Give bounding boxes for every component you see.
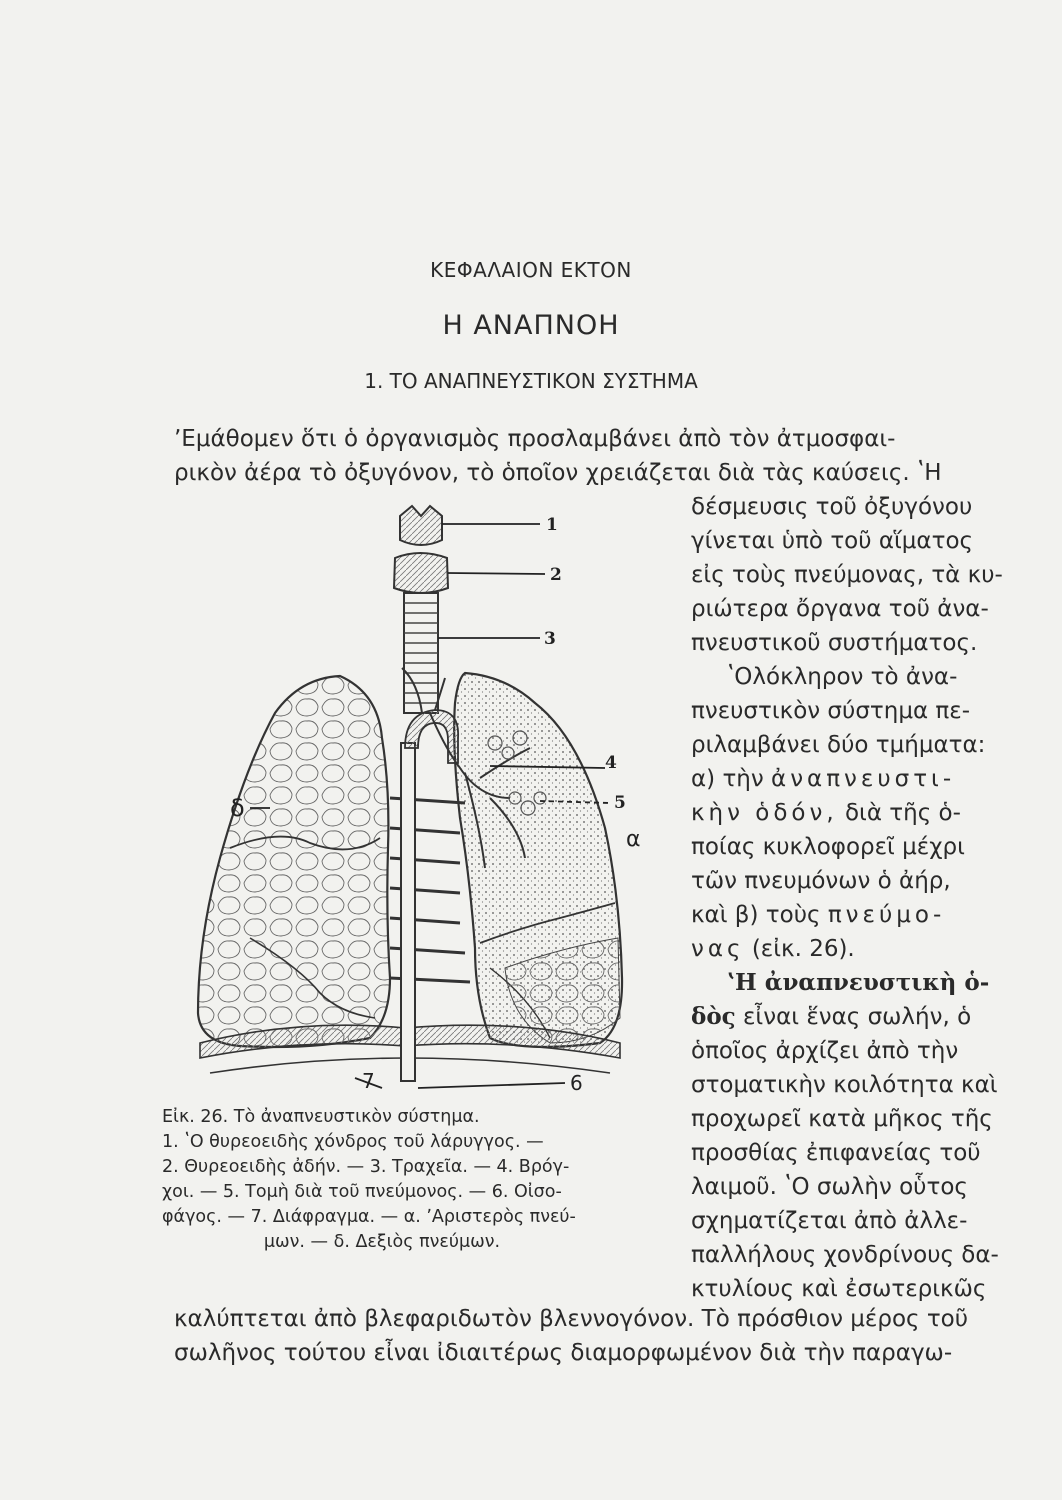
caption-line: χοι. — 5. Τομὴ διὰ τοῦ πνεύμονος. — 6. Οἰσο- xyxy=(162,1182,562,1202)
caption-line: Εἰκ. 26. Τὸ ἀναπνευστικὸν σύστημα. xyxy=(162,1107,480,1127)
bottom-paragraph xyxy=(174,1302,1004,1370)
text-fragment: εἶναι ἕνας σωλήν, ὁ xyxy=(743,1004,972,1030)
right-column-text xyxy=(691,490,1004,1306)
label-7: 7 xyxy=(362,1069,375,1093)
text-line: σχηματίζεται ἀπὸ ἀλλε- xyxy=(691,1208,968,1234)
label-5: 5 xyxy=(614,793,626,813)
text-line: γίνεται ὑπὸ τοῦ αἵματος xyxy=(691,528,974,554)
thyroid-gland-shape xyxy=(394,553,448,593)
label-delta: δ xyxy=(230,794,245,822)
text-line: σωλῆνος τούτου εἶναι ἰδιαιτέρως διαμορφωμένον διὰ τὴν παραγω- xyxy=(174,1340,953,1366)
label-4: 4 xyxy=(605,753,617,773)
text-line: κτυλίους καὶ ἐσωτερικῶς xyxy=(691,1276,987,1302)
spaced-term: πνεύμο- xyxy=(827,902,946,928)
label-6: 6 xyxy=(570,1071,583,1095)
label-alpha: α xyxy=(626,827,641,852)
text-line: καλύπτεται ἀπὸ βλεφαριδωτὸν βλεννογόνον. Τὸ πρόσθιον μέρος τοῦ xyxy=(174,1306,969,1332)
text-line xyxy=(691,796,1004,830)
text-line: προχωρεῖ κατὰ μῆκος τῆς xyxy=(691,1106,993,1132)
text-line: ʼΕμάθομεν ὅτι ὁ ὀργανισμὸς προσλαμβάνει ἀπὸ τὸν ἀτμοσφαι- xyxy=(174,426,896,452)
text-fragment: καὶ β) τοὺς xyxy=(691,902,821,928)
text-line: ριώτερα ὄργανα τοῦ ἀνα- xyxy=(691,596,989,622)
text-fragment: (εἰκ. 26). xyxy=(751,936,855,962)
text-line: ριλαμβάνει δύο τμήματα: xyxy=(691,732,986,758)
text-line: ρικὸν ἀέρα τὸ ὀξυγόνον, τὸ ὁποῖον χρειάζεται διὰ τὰς καύσεις. ʽΗ xyxy=(174,460,942,486)
respiratory-system-figure xyxy=(190,498,641,1098)
text-fragment: διὰ τῆς ὁ- xyxy=(844,800,961,826)
right-lung-shape xyxy=(198,676,390,1047)
text-line: προσθίας ἐπιφανείας τοῦ xyxy=(691,1140,981,1166)
text-line: ʽΟλόκληρον τὸ ἀνα- xyxy=(727,664,958,690)
esophagus-shape xyxy=(401,743,415,1081)
chapter-heading: ΚΕΦΑΛΑΙΟΝ ΕΚΤΟΝ xyxy=(430,258,632,282)
intro-paragraph xyxy=(174,422,1004,490)
label-2: 2 xyxy=(550,565,562,585)
text-line xyxy=(691,898,1004,932)
bold-term: δὸς xyxy=(691,1003,736,1030)
text-line: παλλήλους χονδρίνους δα- xyxy=(691,1242,999,1268)
caption-line: 1. ʽΟ θυρεοειδὴς χόνδρος τοῦ λάρυγγος. — xyxy=(162,1132,544,1152)
text-line: ὁποῖος ἀρχίζει ἀπὸ τὴν xyxy=(691,1038,959,1064)
chapter-title: Η ΑΝΑΠΝΟΗ xyxy=(442,310,620,341)
spaced-term: ἀναπνευστι- xyxy=(771,766,956,792)
spaced-term: κὴν ὁδόν, xyxy=(691,800,838,826)
section-heading: 1. ΤΟ ΑΝΑΠΝΕΥΣΤΙΚΟΝ ΣΥΣΤΗΜΑ xyxy=(364,369,698,393)
figure-caption xyxy=(162,1105,662,1255)
text-line: στοματικὴν κοιλότητα καὶ xyxy=(691,1072,998,1098)
text-line xyxy=(691,932,1004,966)
text-line: τῶν πνευμόνων ὁ ἀήρ, xyxy=(691,868,951,894)
text-line xyxy=(691,1000,1004,1034)
text-line: πνευστικοῦ συστήματος. xyxy=(691,630,978,656)
text-line: λαιμοῦ. ʽΟ σωλὴν οὗτος xyxy=(691,1174,968,1200)
label-3: 3 xyxy=(544,629,556,649)
caption-line: φάγος. — 7. Διάφραγμα. — α. ʼΑριστερὸς πνεύ- xyxy=(162,1207,576,1227)
caption-line: 2. Θυρεοειδὴς ἀδήν. — 3. Τραχεῖα. — 4. Βρόγ- xyxy=(162,1157,570,1177)
text-line: εἰς τοὺς πνεύμονας, τὰ κυ- xyxy=(691,562,1003,588)
text-line: δέσμευσις τοῦ ὀξυγόνου xyxy=(691,494,973,520)
text-line: ʽΗ ἀναπνευστικὴ ὁ- xyxy=(727,969,990,996)
text-line: πνευστικὸν σύστημα πε- xyxy=(691,698,970,724)
label-1: 1 xyxy=(546,515,558,535)
text-line xyxy=(691,762,1004,796)
caption-line: μων. — δ. Δεξιὸς πνεύμων. xyxy=(263,1232,501,1252)
spaced-term: νας xyxy=(691,936,745,962)
thyroid-cartilage-shape xyxy=(400,506,442,545)
text-line: ποίας κυκλοφορεῖ μέχρι xyxy=(691,834,965,860)
text-fragment: α) τὴν xyxy=(691,766,764,792)
